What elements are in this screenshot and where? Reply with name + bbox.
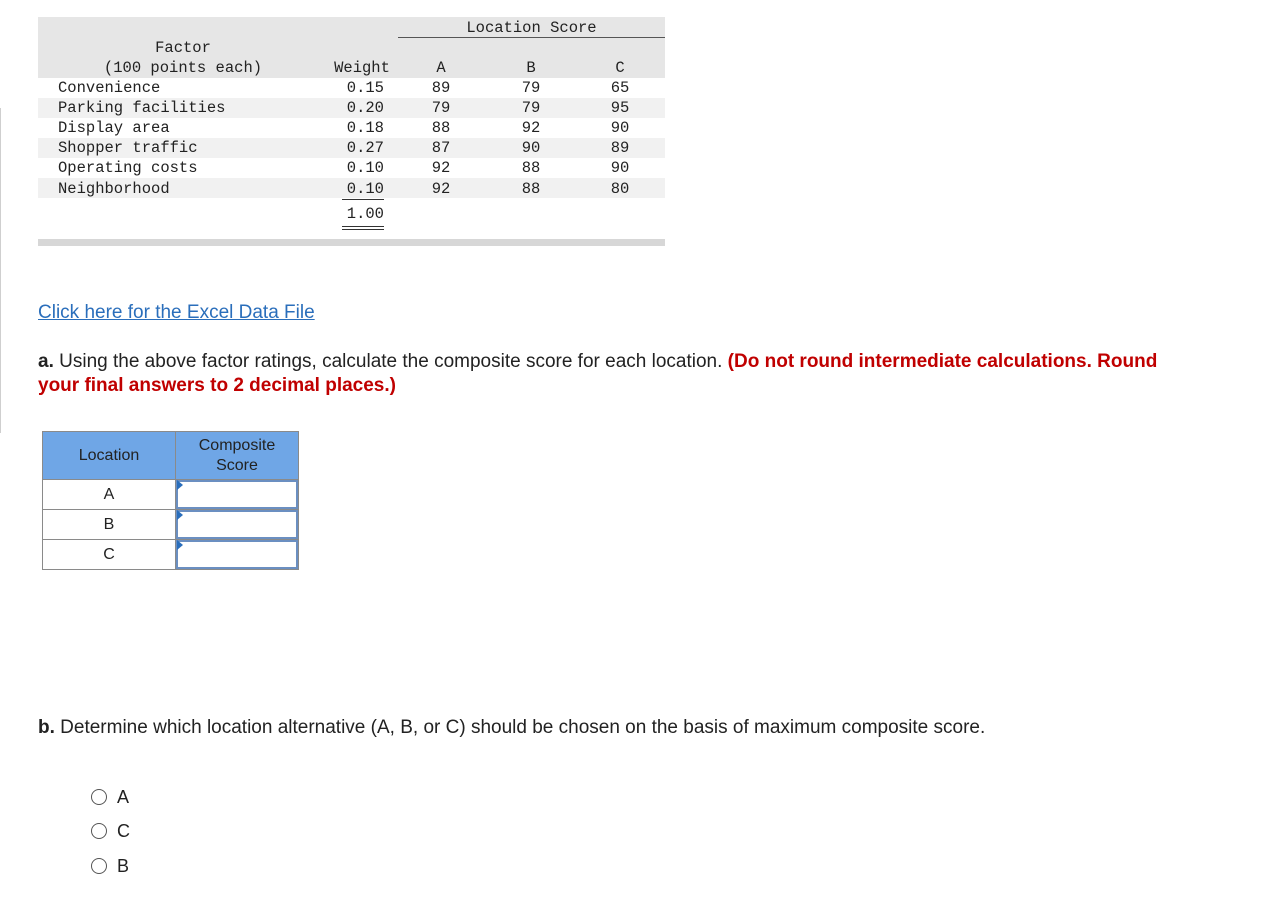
factor-weight: 0.10 bbox=[346, 180, 384, 198]
excel-data-file-link[interactable]: Click here for the Excel Data File bbox=[38, 302, 315, 323]
table-row bbox=[43, 540, 299, 570]
composite-score-input-b[interactable] bbox=[176, 510, 298, 539]
location-score-header: Location Score bbox=[466, 19, 597, 37]
score-b: 88 bbox=[521, 180, 541, 198]
table-row bbox=[43, 510, 299, 540]
factor-weight: 0.20 bbox=[346, 99, 384, 117]
score-c: 65 bbox=[610, 79, 630, 97]
weight-header: Weight bbox=[334, 59, 390, 77]
question-b-label: b. bbox=[38, 717, 55, 738]
factor-name: Neighborhood bbox=[58, 180, 170, 198]
score-b: 88 bbox=[521, 159, 541, 177]
score-input-cell bbox=[176, 480, 299, 510]
score-c: 90 bbox=[610, 159, 630, 177]
factor-weight: 0.18 bbox=[346, 119, 384, 137]
weight-total: 1.00 bbox=[346, 205, 384, 223]
question-a bbox=[38, 350, 1268, 398]
score-b: 92 bbox=[521, 119, 541, 137]
question-a-instruction: (Do not round intermediate calculations. Round bbox=[727, 351, 1158, 372]
score-input-cell bbox=[176, 510, 299, 540]
score-a: 92 bbox=[431, 180, 451, 198]
radio-option-b[interactable] bbox=[91, 855, 129, 877]
radio-circle-icon[interactable] bbox=[91, 789, 107, 805]
factor-header: Factor bbox=[155, 39, 211, 57]
radio-circle-icon[interactable] bbox=[91, 823, 107, 839]
radio-option-label: C bbox=[117, 820, 130, 841]
score-c: 89 bbox=[610, 139, 630, 157]
location-score-underline bbox=[398, 37, 665, 38]
question-a-text: Using the above factor ratings, calculate the composite score for each location. bbox=[53, 351, 728, 372]
factor-name: Shopper traffic bbox=[58, 139, 198, 157]
composite-score-table bbox=[42, 431, 299, 570]
location-column-header: Location bbox=[43, 432, 176, 480]
left-edge-divider bbox=[0, 108, 1, 433]
radio-circle-icon[interactable] bbox=[91, 858, 107, 874]
score-c: 90 bbox=[610, 119, 630, 137]
input-marker-icon bbox=[177, 480, 183, 490]
weight-underline bbox=[342, 199, 384, 200]
score-b: 90 bbox=[521, 139, 541, 157]
weight-total-double-underline bbox=[342, 226, 384, 227]
input-marker-icon bbox=[177, 510, 183, 520]
location-label: A bbox=[43, 480, 176, 510]
table-row bbox=[43, 480, 299, 510]
factor-weight: 0.15 bbox=[346, 79, 384, 97]
table-footer-band bbox=[38, 239, 665, 246]
radio-option-label: A bbox=[117, 786, 130, 807]
input-marker-icon bbox=[177, 540, 183, 550]
composite-score-input-c[interactable] bbox=[176, 540, 298, 569]
factor-header-sub: (100 points each) bbox=[103, 59, 263, 77]
radio-option-a[interactable] bbox=[91, 786, 129, 808]
radio-option-label: B bbox=[117, 855, 130, 876]
location-label: C bbox=[43, 540, 176, 570]
factor-ratings-table bbox=[38, 17, 665, 246]
factor-name: Parking facilities bbox=[58, 99, 226, 117]
composite-score-column-header bbox=[176, 432, 299, 480]
factor-name: Convenience bbox=[58, 79, 161, 97]
score-c: 80 bbox=[610, 180, 630, 198]
location-label: B bbox=[43, 510, 176, 540]
score-a: 88 bbox=[431, 119, 451, 137]
col-b-header: B bbox=[526, 59, 536, 77]
score-b: 79 bbox=[521, 79, 541, 97]
col-c-header: C bbox=[615, 59, 625, 77]
score-c: 95 bbox=[610, 99, 630, 117]
question-b-text: Determine which location alternative (A, B, or C) should be chosen on the basis of maximum composite score. bbox=[54, 717, 986, 738]
question-a-label: a. bbox=[38, 351, 54, 372]
composite-score-header-line2: Score bbox=[216, 456, 258, 474]
score-a: 79 bbox=[431, 99, 451, 117]
weight-total-double-underline bbox=[342, 229, 384, 230]
factor-weight: 0.27 bbox=[346, 139, 384, 157]
question-a-instruction-cont: your final answers to 2 decimal places.) bbox=[38, 375, 396, 396]
factor-name: Operating costs bbox=[58, 159, 198, 177]
composite-score-input-a[interactable] bbox=[176, 480, 298, 509]
radio-option-c[interactable] bbox=[91, 820, 130, 842]
factor-weight: 0.10 bbox=[346, 159, 384, 177]
factor-name: Display area bbox=[58, 119, 170, 137]
score-b: 79 bbox=[521, 99, 541, 117]
score-input-cell bbox=[176, 540, 299, 570]
score-a: 87 bbox=[431, 139, 451, 157]
question-b bbox=[38, 716, 1238, 740]
composite-score-header-line1: Composite bbox=[198, 436, 276, 454]
score-a: 89 bbox=[431, 79, 451, 97]
score-a: 92 bbox=[431, 159, 451, 177]
col-a-header: A bbox=[436, 59, 446, 77]
